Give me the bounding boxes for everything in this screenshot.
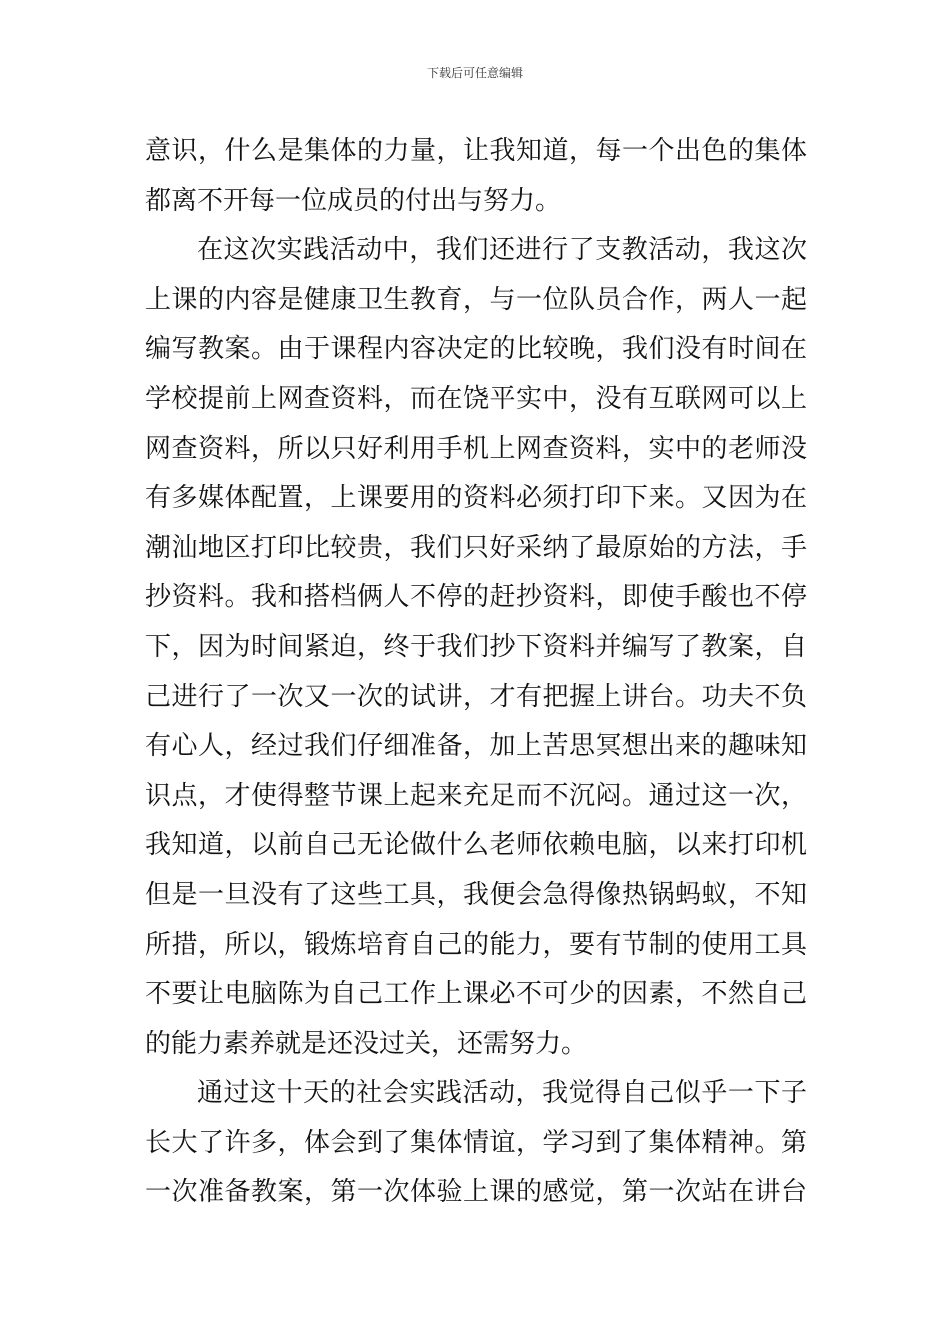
text-line: 的能力素养就是还没过关，还需努力。 <box>145 1028 588 1059</box>
text-line: 通过这十天的社会实践活动，我觉得自己似乎一下子 <box>197 1078 807 1109</box>
text-line: 在这次实践活动中，我们还进行了支教活动，我这次 <box>197 235 807 266</box>
text-line: 所措，所以，锻炼培育自己的能力，要有节制的使用工具 <box>145 929 807 960</box>
text-line: 己进行了一次又一次的试讲，才有把握上讲台。功夫不负 <box>145 681 807 712</box>
text-line: 我知道，以前自己无论做什么老师依赖电脑，以来打印机 <box>145 830 807 861</box>
text-line: 但是一旦没有了这些工具，我便会急得像热锅蚂蚁，不知 <box>145 879 807 910</box>
text-line: 不要让电脑陈为自己工作上课必不可少的因素，不然自己 <box>145 979 807 1010</box>
text-line: 下，因为时间紧迫，终于我们抄下资料并编写了教案，自 <box>145 631 807 662</box>
text-line: 识点，才使得整节课上起来充足而不沉闷。通过这一次， <box>145 780 807 811</box>
text-line: 有多媒体配置，上课要用的资料必须打印下来。又因为在 <box>145 483 807 514</box>
text-line: 抄资料。我和搭档俩人不停的赶抄资料，即使手酸也不停 <box>145 582 807 613</box>
text-line: 潮汕地区打印比较贵，我们只好采纳了最原始的方法，手 <box>145 532 807 563</box>
text-line: 网查资料，所以只好利用手机上网查资料，实中的老师没 <box>145 433 807 464</box>
text-line: 都离不开每一位成员的付出与努力。 <box>145 185 562 216</box>
text-line: 上课的内容是健康卫生教育，与一位队员合作，两人一起 <box>145 284 807 315</box>
page-header: 下载后可任意编辑 <box>426 66 523 80</box>
text-line: 意识，什么是集体的力量，让我知道，每一个出色的集体 <box>145 136 807 166</box>
text-line: 编写教案。由于课程内容决定的比较晚，我们没有时间在 <box>145 334 807 365</box>
text-line: 长大了许多，体会到了集体情谊，学习到了集体精神。第 <box>145 1127 807 1158</box>
document-body <box>145 127 807 1218</box>
text-line: 学校提前上网查资料，而在饶平实中，没有互联网可以上 <box>145 383 807 414</box>
text-line: 有心人，经过我们仔细准备，加上苦思冥想出来的趣味知 <box>145 731 807 762</box>
text-line: 一次准备教案，第一次体验上课的感觉，第一次站在讲台 <box>145 1177 807 1208</box>
